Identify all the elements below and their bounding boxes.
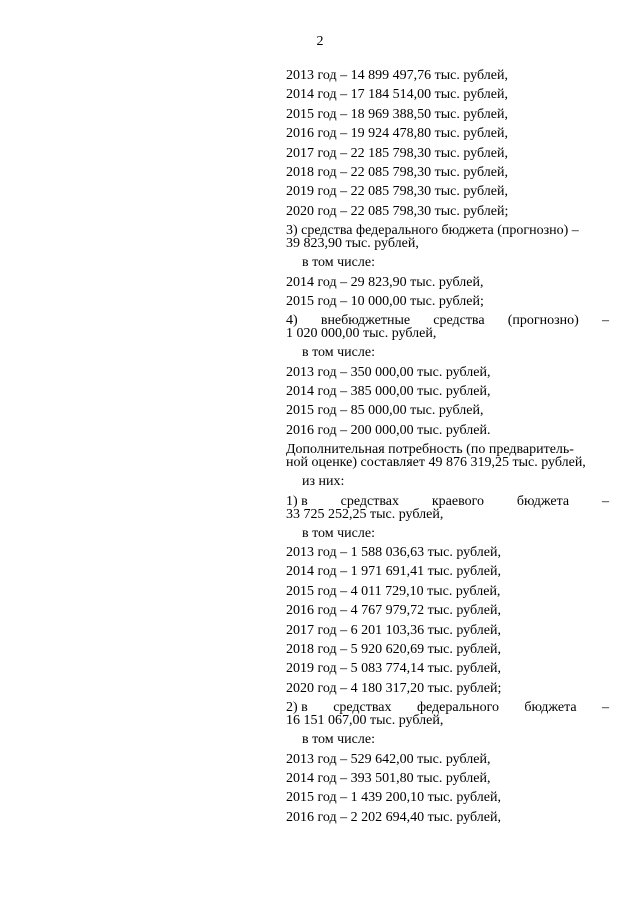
word: средствах: [333, 700, 392, 716]
funding-line: 2013 год – 1 588 036,63 тыс. рублей,: [286, 545, 501, 561]
federal-need-paragraph: [286, 701, 609, 727]
funding-line: 2018 год – 5 920 620,69 тыс. рублей,: [286, 641, 501, 657]
paragraph-line: [286, 495, 609, 508]
paragraph-line: 39 823,90 тыс. рублей,: [286, 236, 419, 252]
word: –: [601, 493, 609, 509]
subheading: в том числе:: [302, 255, 375, 271]
paragraph-line: Дополнительная потребность (по предваритель-: [286, 442, 574, 458]
word: средства: [433, 313, 485, 329]
funding-line: 2016 год – 19 924 478,80 тыс. рублей,: [286, 126, 508, 142]
paragraph-line: ной оценке) составляет 49 876 319,25 тыс. рублей,: [286, 455, 586, 471]
funding-line: 2016 год – 200 000,00 тыс. рублей.: [286, 422, 491, 438]
subheading: в том числе:: [302, 732, 375, 748]
funding-line: 2014 год – 393 501,80 тыс. рублей,: [286, 770, 491, 786]
funding-line: 2015 год – 4 011 729,10 тыс. рублей,: [286, 583, 501, 599]
funding-line: 2017 год – 6 201 103,36 тыс. рублей,: [286, 622, 501, 638]
word: краевого: [431, 493, 485, 509]
subheading: в том числе:: [302, 345, 375, 361]
subheading: из них:: [302, 474, 345, 490]
subheading: в том числе:: [302, 525, 375, 541]
word: средствах: [340, 493, 399, 509]
funding-line: 2015 год – 1 439 200,10 тыс. рублей,: [286, 790, 501, 806]
funding-line: 2013 год – 350 000,00 тыс. рублей,: [286, 364, 491, 380]
word: 4): [286, 313, 298, 329]
funding-line: 2020 год – 4 180 317,20 тыс. рублей;: [286, 680, 502, 696]
funding-line: 2013 год – 14 899 497,76 тыс. рублей,: [286, 68, 508, 83]
word: бюджета: [524, 700, 577, 716]
paragraph-line: 16 151 067,00 тыс. рублей,: [286, 713, 444, 729]
funding-line: 2017 год – 22 185 798,30 тыс. рублей,: [286, 145, 508, 161]
funding-line: 2015 год – 10 000,00 тыс. рублей;: [286, 293, 484, 309]
funding-line: 2018 год – 22 085 798,30 тыс. рублей,: [286, 164, 508, 180]
additional-need-paragraph: [286, 443, 609, 469]
funding-line: 2016 год – 2 202 694,40 тыс. рублей,: [286, 809, 501, 825]
funding-line: 2014 год – 17 184 514,00 тыс. рублей,: [286, 87, 508, 103]
funding-line: 2015 год – 18 969 388,50 тыс. рублей,: [286, 106, 508, 122]
regional-budget-paragraph: [286, 495, 609, 521]
funding-line: 2020 год – 22 085 798,30 тыс. рублей;: [286, 203, 509, 219]
word: бюджета: [516, 493, 570, 509]
page-number: 2: [316, 34, 324, 49]
word: (прогнозно): [507, 313, 579, 329]
word: федерального: [416, 700, 499, 716]
paragraph-line: 3) средства федерального бюджета (прогнозно) –: [286, 223, 579, 239]
word: –: [601, 700, 609, 716]
funding-line: 2019 год – 22 085 798,30 тыс. рублей,: [286, 184, 508, 200]
funding-line: 2014 год – 1 971 691,41 тыс. рублей,: [286, 564, 501, 580]
paragraph-line: 1 020 000,00 тыс. рублей,: [286, 326, 437, 342]
federal-budget-paragraph: [286, 224, 609, 250]
word: внебюджетные: [320, 313, 411, 329]
funding-text-column: [286, 66, 609, 827]
funding-line: 2016 год – 4 767 979,72 тыс. рублей,: [286, 603, 501, 619]
funding-line: 2014 год – 29 823,90 тыс. рублей,: [286, 274, 484, 290]
paragraph-line: 33 725 252,25 тыс. рублей,: [286, 506, 444, 522]
word: –: [601, 313, 609, 329]
funding-line: 2013 год – 529 642,00 тыс. рублей,: [286, 751, 491, 767]
word: 2) в: [286, 700, 308, 716]
funding-line: 2019 год – 5 083 774,14 тыс. рублей,: [286, 661, 501, 677]
funding-line: 2015 год – 85 000,00 тыс. рублей,: [286, 403, 484, 419]
extrabudgetary-paragraph: [286, 314, 609, 340]
funding-line: 2014 год – 385 000,00 тыс. рублей,: [286, 384, 491, 400]
word: 1) в: [286, 493, 308, 509]
